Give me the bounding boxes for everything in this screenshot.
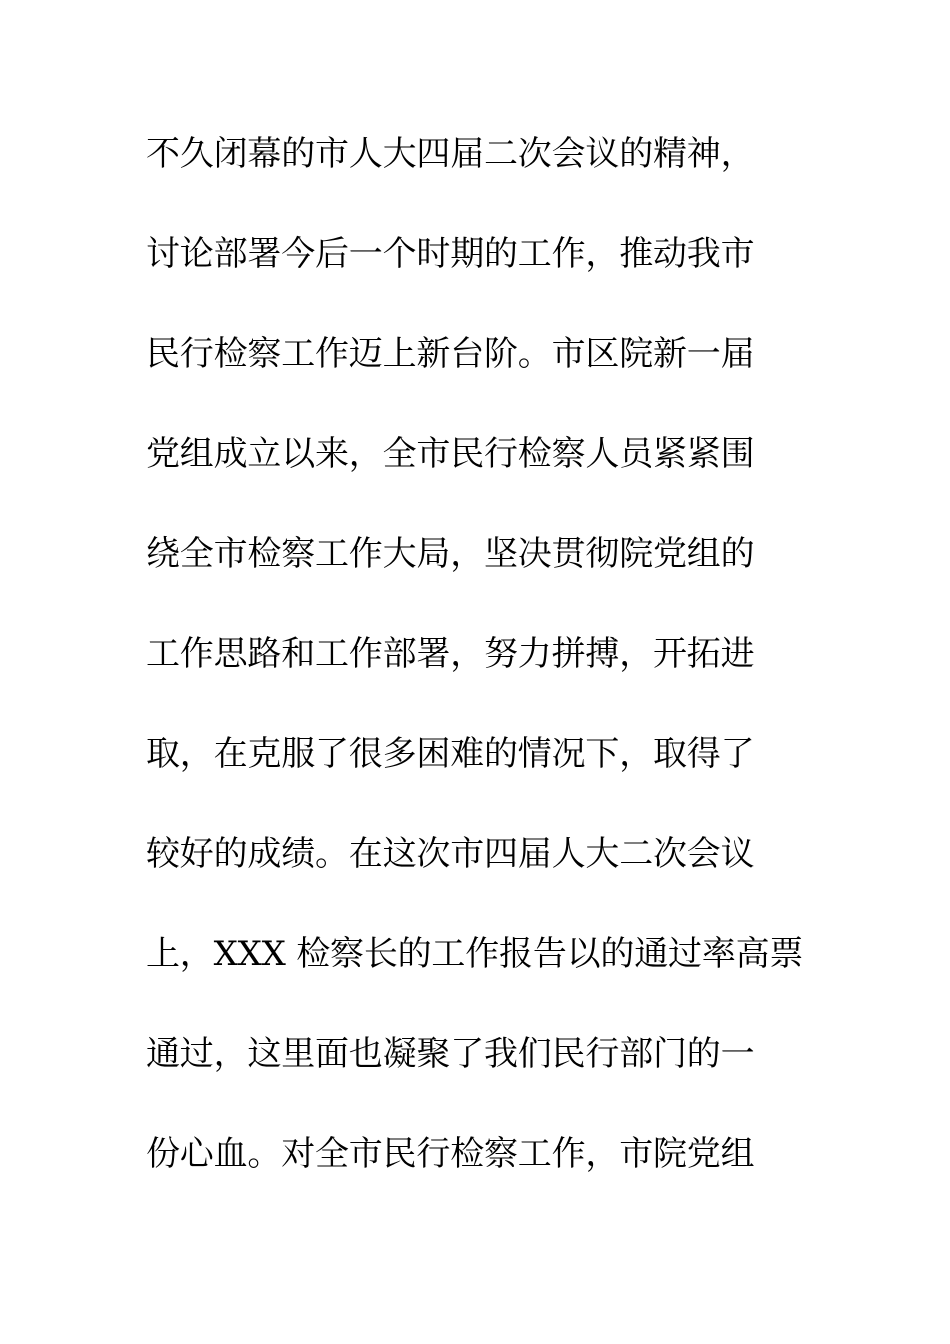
text-line: 民行检察工作迈上新台阶。市区院新一届 <box>146 334 755 374</box>
text-line: 取，在克服了很多困难的情况下，取得了 <box>146 734 755 774</box>
text-line: 份心血。对全市民行检察工作，市院党组 <box>146 1134 755 1174</box>
text-line: 讨论部署今后一个时期的工作，推动我市 <box>146 234 755 274</box>
text-line: 党组成立以来，全市民行检察人员紧紧围 <box>146 434 755 474</box>
text-line: 绕全市检察工作大局，坚决贯彻院党组的 <box>146 534 755 574</box>
body-text <box>146 128 826 1228</box>
text-line: 通过，这里面也凝聚了我们民行部门的一 <box>146 1034 755 1074</box>
text-line: 不久闭幕的市人大四届二次会议的精神， <box>146 134 755 174</box>
text-line: 工作思路和工作部署，努力拼搏，开拓进 <box>146 634 755 674</box>
text-line: 较好的成绩。在这次市四届人大二次会议 <box>146 834 755 874</box>
text-line: 上，XXX 检察长的工作报告以的通过率高票 <box>146 934 804 974</box>
